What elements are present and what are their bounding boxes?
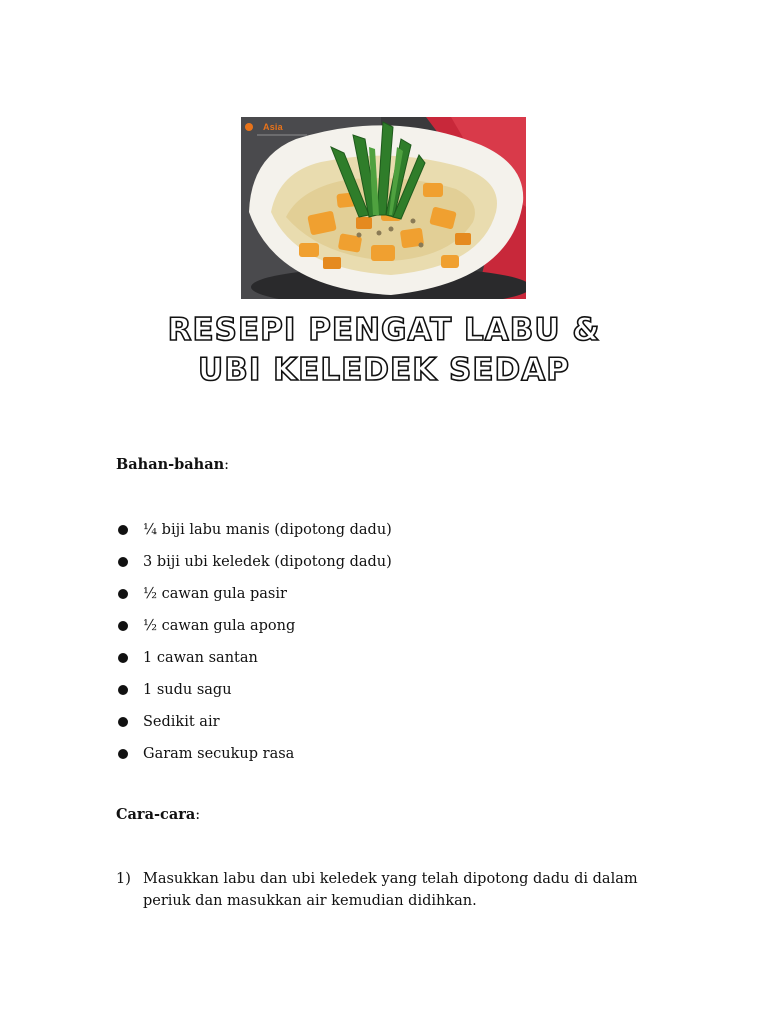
dessert-photo: [241, 117, 526, 299]
method-label: Cara-cara: [116, 806, 196, 823]
watermark-text: Asia: [263, 122, 283, 132]
watermark-underline: [257, 134, 307, 136]
ingredients-heading: [116, 456, 229, 473]
ingredient-item: [116, 742, 392, 774]
bullet-icon: [118, 621, 128, 631]
bullet-icon: [118, 749, 128, 759]
ingredients-list: [116, 518, 392, 774]
ingredient-text: ¼ biji labu manis (dipotong dadu): [143, 522, 392, 538]
bullet-icon: [118, 717, 128, 727]
ingredient-item: [116, 614, 392, 646]
method-steps: [116, 868, 676, 912]
title-line-1: RESEPI PENGAT LABU &: [167, 312, 601, 348]
ingredient-text: 1 sudu sagu: [143, 682, 232, 698]
bullet-icon: [118, 653, 128, 663]
bullet-icon: [118, 589, 128, 599]
method-heading: [116, 806, 200, 823]
ingredients-colon: :: [224, 457, 230, 473]
method-step: [116, 868, 676, 912]
ingredient-text: 1 cawan santan: [143, 650, 258, 666]
ingredient-item: [116, 646, 392, 678]
ingredient-item: [116, 710, 392, 742]
ingredient-text: ½ cawan gula pasir: [143, 586, 287, 602]
ingredient-text: Sedikit air: [143, 714, 220, 730]
ingredient-text: Garam secukup rasa: [143, 746, 295, 762]
ingredient-text: ½ cawan gula apong: [143, 618, 296, 634]
watermark-dot-icon: [245, 123, 253, 131]
ingredient-item: [116, 550, 392, 582]
bullet-icon: [118, 557, 128, 567]
watermark-logo: [245, 122, 283, 132]
bullet-icon: [118, 685, 128, 695]
bullet-icon: [118, 525, 128, 535]
recipe-title: [0, 310, 768, 390]
ingredient-item: [116, 518, 392, 550]
dessert-illustration: [241, 117, 526, 299]
ingredients-label: Bahan-bahan: [116, 456, 225, 473]
title-line-2: UBI KELEDEK SEDAP: [198, 352, 570, 388]
ingredient-text: 3 biji ubi keledek (dipotong dadu): [143, 554, 392, 570]
step-number: 1): [116, 871, 131, 887]
ingredient-item: [116, 678, 392, 710]
method-colon: :: [195, 807, 201, 823]
step-text: Masukkan labu dan ubi keledek yang telah dipotong dadu di dalam periuk dan masukkan air kemudian didihkan.: [143, 871, 638, 909]
ingredient-item: [116, 582, 392, 614]
